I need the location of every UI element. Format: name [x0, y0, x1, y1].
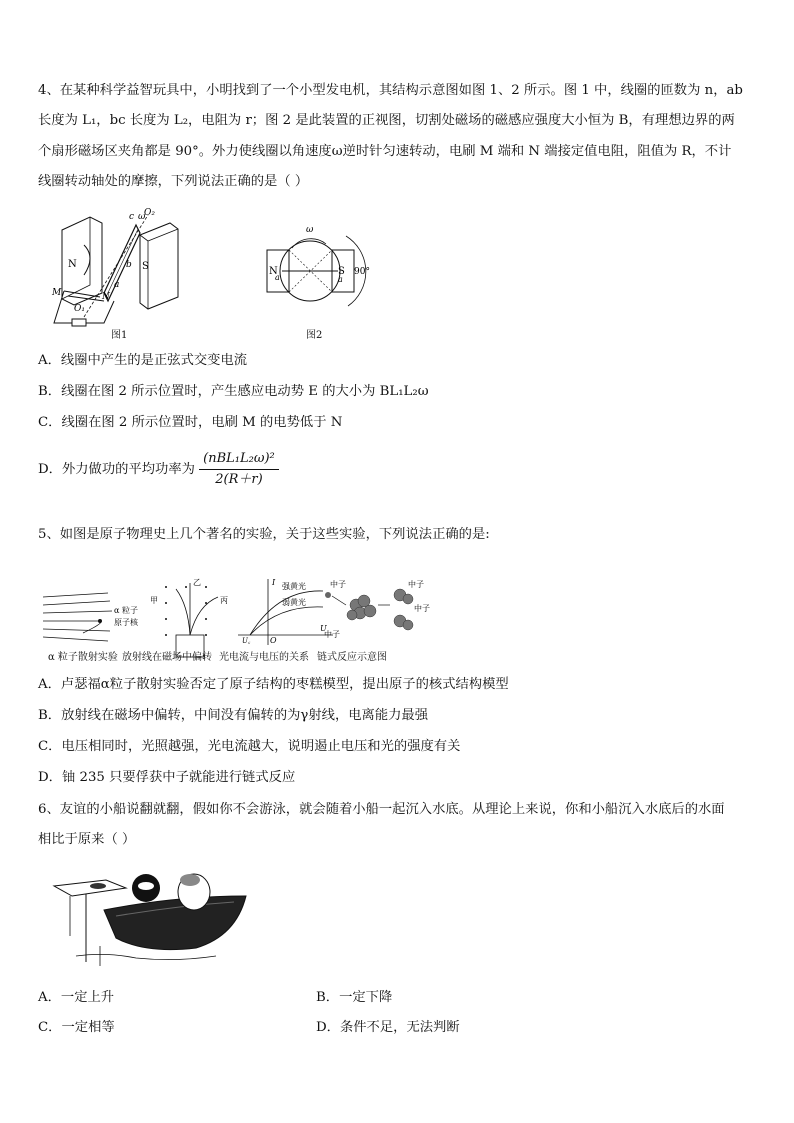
q4-option-d-fraction [199, 450, 279, 489]
fig2-label-s: S [338, 266, 345, 277]
q4-option-d-prefix: D．外力做功的平均功率为 [38, 462, 195, 477]
label-o: O [270, 636, 277, 645]
boat [104, 896, 246, 950]
label-a: a [114, 280, 120, 290]
q4-figure-1 [44, 205, 194, 335]
q4-option-d[interactable] [38, 450, 279, 489]
q6-line-2: 相比于原来（ ） [38, 832, 136, 847]
q6-line-1: 6、友谊的小船说翻就翻，假如你不会游泳，就会随着小船一起沉入水底。从理论上来说，你和小船沉入水底后的水面 [38, 802, 725, 817]
label-n-brush: N [102, 292, 110, 302]
label-o1: O₁ [74, 304, 85, 314]
label-neutron-4: 中子 [324, 630, 340, 639]
q5-caption-3: 光电流与电压的关系 [219, 652, 309, 663]
q5-option-d[interactable]: D．铀 235 只要俘获中子就能进行链式反应 [38, 770, 296, 785]
q5-line-1: 5、如图是原子物理史上几个著名的实验，关于这些实验，下列说法正确的是: [38, 527, 490, 542]
q4-fig2-caption: 图2 [306, 330, 323, 341]
q5-caption-2: 放射线在磁场中偏转 [122, 652, 212, 663]
q4-line-1: 4、在某种科学益智玩具中，小明找到了一个小型发电机，其结构示意图如图 1、2 所示。图 1 中，线圈的匝数为 n，ab [38, 83, 743, 98]
label-neutron-1: 中子 [330, 580, 346, 589]
fraction-denominator: 2(R＋r) [215, 472, 263, 487]
label-b: b [126, 260, 132, 270]
q4-line-2: 长度为 L₁，bc 长度为 L₂，电阻为 r；图 2 是此装置的正视图，切割处磁场的磁感应强度大小恒为 B，有理想边界的两 [38, 113, 735, 128]
label-jia: 甲 [150, 596, 158, 605]
label-omega: ω [138, 212, 146, 222]
fraction-numerator: (nBL₁L₂ω)² [199, 450, 279, 470]
chain-reaction-figure [324, 579, 430, 639]
fig2-label-a: a [275, 273, 280, 282]
photocurrent-figure [238, 578, 333, 645]
q4-option-a[interactable]: A．线圈中产生的是正弦式交变电流 [38, 353, 248, 368]
label-o2: O₂ [144, 208, 155, 218]
label-s: S [142, 261, 149, 272]
q4-fig1-caption: 图1 [111, 330, 128, 341]
q4-option-b[interactable]: B．线圈在图 2 所示位置时，产生感应电动势 E 的大小为 BL₁L₂ω [38, 384, 429, 399]
label-n: N [68, 259, 77, 270]
label-i: I [272, 578, 276, 587]
q4-figure-2 [262, 222, 382, 322]
fig2-label-angle: 90° [354, 267, 370, 277]
alpha-scattering-figure [43, 593, 139, 641]
q5-option-c[interactable]: C．电压相同时，光照越强，光电流越大，说明遏止电压和光的强度有关 [38, 739, 461, 754]
fig2-label-omega: ω [306, 225, 314, 235]
label-uc: U꜀ [242, 637, 251, 645]
label-c: c [129, 212, 135, 222]
fig2-label-n: N [269, 266, 278, 277]
label-alpha: α 粒子 [114, 606, 138, 615]
label-u: U [320, 624, 327, 633]
q6-option-b[interactable]: B．一定下降 [316, 990, 393, 1005]
q6-boat-figure [46, 866, 256, 971]
label-yi: 乙 [193, 578, 201, 587]
label-bing: 丙 [220, 596, 228, 605]
radiation-figure [150, 578, 228, 657]
q6-option-c[interactable]: C．一定相等 [38, 1020, 115, 1035]
q5-caption-1: α 粒子散射实验 [48, 652, 118, 663]
q4-option-c[interactable]: C．线圈在图 2 所示位置时，电刷 M 的电势低于 N [38, 415, 343, 430]
q5-caption-4: 链式反应示意图 [317, 652, 387, 663]
q5-option-b[interactable]: B．放射线在磁场中偏转，中间没有偏转的为γ射线，电离能力最强 [38, 708, 429, 723]
label-strong: 强黄光 [282, 582, 306, 591]
q5-option-a[interactable]: A．卢瑟福α粒子散射实验否定了原子结构的枣糕模型，提出原子的核式结构模型 [38, 677, 509, 692]
q6-option-d[interactable]: D．条件不足，无法判断 [316, 1020, 460, 1035]
label-weak: 弱黄光 [282, 598, 306, 607]
label-m: M [52, 288, 62, 298]
q4-line-4: 线圈转动轴处的摩擦，下列说法正确的是（ ） [38, 174, 309, 189]
label-nucleus: 原子核 [114, 618, 138, 627]
q6-option-a[interactable]: A．一定上升 [38, 990, 115, 1005]
q4-line-3: 个扇形磁场区夹角都是 90°。外力使线圈以角速度ω逆时针匀速转动，电刷 M 端和 N 端接定值电阻，阻值为 R，不计 [38, 144, 732, 159]
fig2-label-a2: a [338, 275, 343, 284]
label-neutron-3: 中子 [414, 604, 430, 613]
label-neutron-2: 中子 [408, 580, 424, 589]
